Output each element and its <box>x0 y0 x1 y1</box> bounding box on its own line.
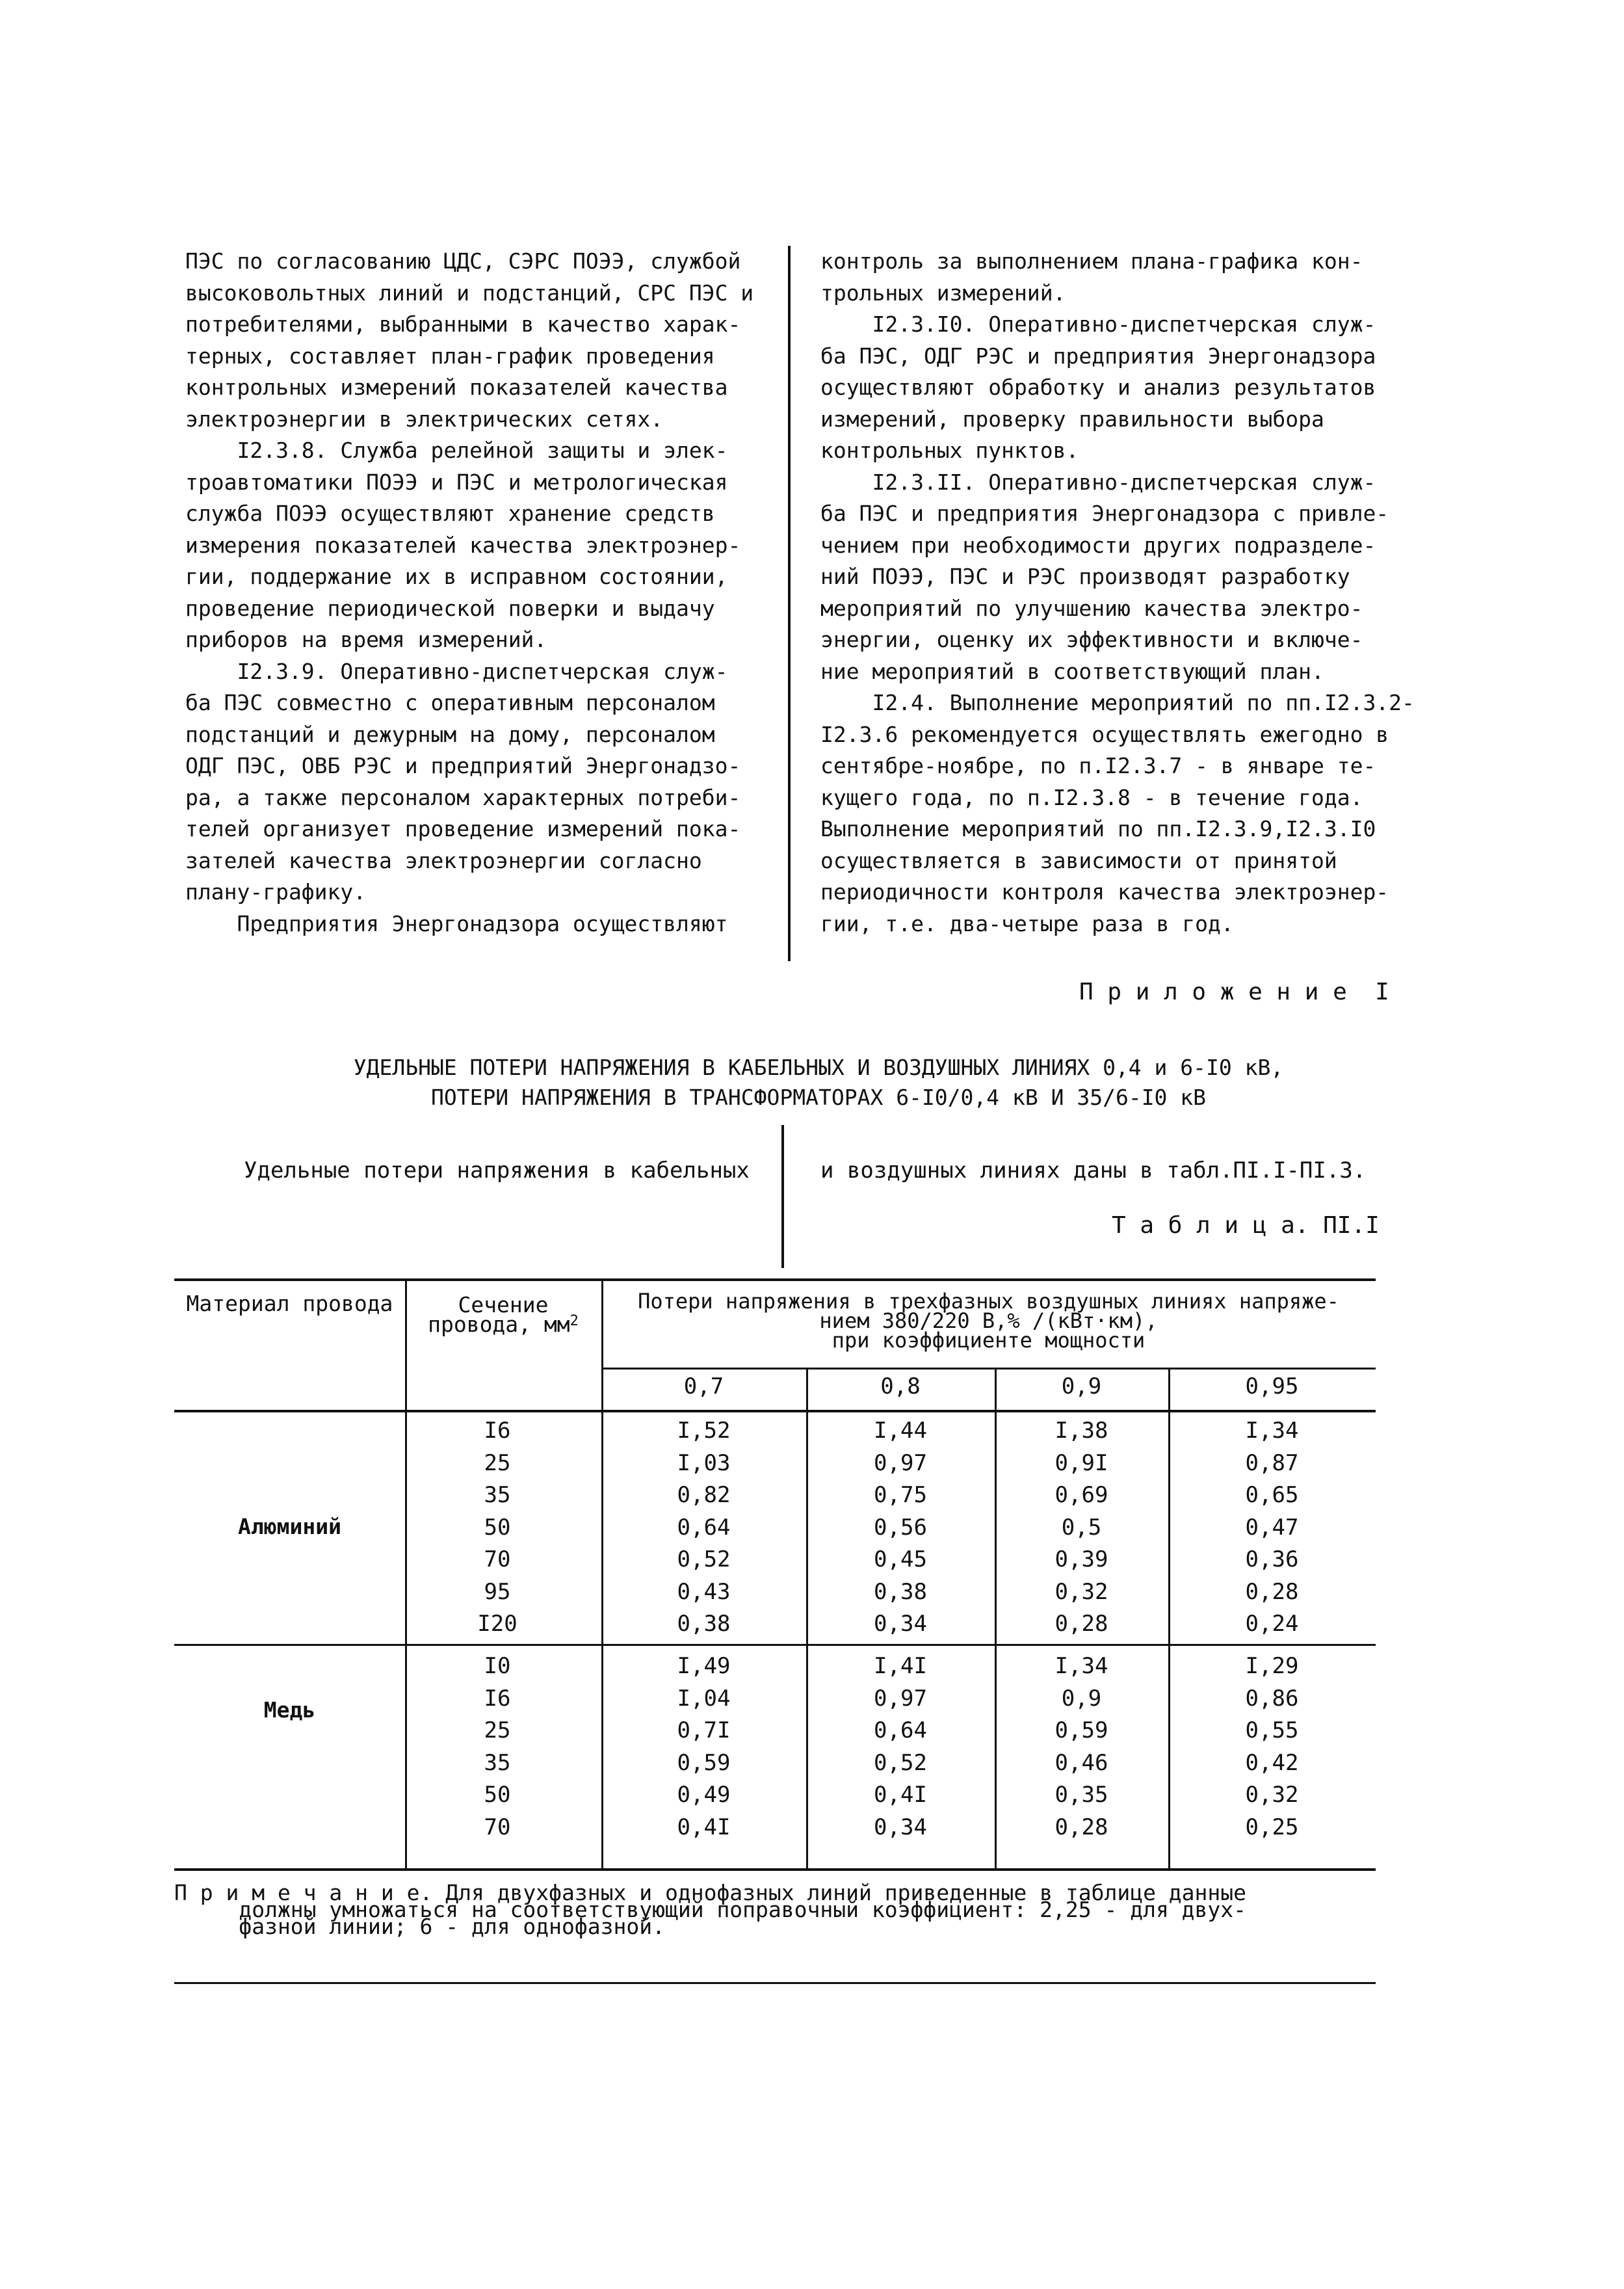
section-cell: 35 <box>484 1482 511 1508</box>
left-column-line: зателей качества электроэнергии согласно <box>185 847 702 873</box>
intro-text-right: и воздушных линиях даны в табл.ПI.I-ПI.3. <box>820 1158 1367 1184</box>
section-cell: 50 <box>484 1782 511 1808</box>
loss-value-cell: 0,97 <box>874 1685 927 1712</box>
loss-value-cell: 0,24 <box>1245 1611 1299 1637</box>
loss-value-cell: 0,69 <box>1054 1482 1108 1508</box>
section-cell: I6 <box>484 1685 511 1712</box>
loss-value-cell: 0,35 <box>1054 1782 1108 1808</box>
section-cell: 95 <box>484 1578 511 1605</box>
appendix-title-line-2: ПОТЕРИ НАПРЯЖЕНИЯ В ТРАНСФОРМАТОРАХ 6-I0/0,4 кВ И 35/6-I0 кВ <box>430 1085 1207 1110</box>
loss-value-cell: 0,64 <box>677 1514 731 1541</box>
table-subheader-border <box>601 1368 1376 1369</box>
section-cell: I6 <box>484 1418 511 1444</box>
section-cell: 70 <box>484 1814 511 1840</box>
table-note: П р и м е ч а н и е. Для двухфазных и однофазных линий приведенные в таблице данные должны умножаться на соответствующий поправочный коэффициент: 2,25 - для двух- фазной линии; 6 - для однофазной. <box>174 1880 1247 1939</box>
table-vline-material <box>405 1278 407 1871</box>
section-cell: I20 <box>477 1611 517 1637</box>
section-cell: 25 <box>484 1449 511 1476</box>
section-cell: I0 <box>484 1653 511 1679</box>
loss-value-cell: I,52 <box>677 1418 731 1444</box>
table-header-bottom-border <box>174 1410 1376 1412</box>
right-column-line: кущего года, по п.I2.3.8 - в течение года. <box>820 784 1363 810</box>
appendix-title-line-1: УДЕЛЬНЫЕ ПОТЕРИ НАПРЯЖЕНИЯ В КАБЕЛЬНЫХ И ВОЗДУШНЫХ ЛИНИЯХ 0,4 и 6-I0 кВ, <box>353 1055 1284 1080</box>
loss-value-cell: 0,7I <box>677 1717 731 1743</box>
right-column-text <box>820 246 1415 940</box>
loss-value-cell: I,04 <box>677 1685 731 1712</box>
loss-value-cell: 0,46 <box>1054 1749 1108 1776</box>
left-column-line: телей организует проведение измерений пока- <box>185 816 741 841</box>
loss-value-cell: 0,65 <box>1245 1482 1299 1508</box>
left-column-line: потребителями, выбранными в качество харак- <box>185 311 741 337</box>
right-column-line: измерений, проверку правильности выбора <box>820 406 1324 432</box>
loss-value-cell: 0,4I <box>874 1782 927 1808</box>
right-column-line: осуществляют обработку и анализ результатов <box>820 375 1376 400</box>
intro-divider <box>781 1125 784 1268</box>
right-column-line: сентябре-ноябре, по п.I2.3.7 - в январе те- <box>820 753 1376 778</box>
loss-value-cell: I,03 <box>677 1449 731 1476</box>
header-material: Материал провода <box>186 1291 393 1316</box>
right-column-line: Выполнение мероприятий по пп.I2.3.9,I2.3.I0 <box>820 816 1376 841</box>
left-column-line: приборов на время измерений. <box>185 627 547 652</box>
left-column-line: контрольных измерений показателей качества <box>185 375 728 400</box>
right-column-line: контрольных пунктов. <box>820 438 1079 463</box>
loss-value-cell: 0,59 <box>1054 1717 1108 1743</box>
loss-value-cell: 0,9I <box>1054 1449 1108 1476</box>
right-column-line: мероприятий по улучшению качества электро- <box>820 595 1363 621</box>
table-top-border <box>174 1278 1376 1281</box>
left-column-line: гии, поддержание их в исправном состоянии, <box>185 564 728 589</box>
loss-value-cell: 0,28 <box>1054 1611 1108 1637</box>
right-column-line: ба ПЭС, ОДГ РЭС и предприятия Энергонадзора <box>820 343 1376 369</box>
loss-value-cell: 0,52 <box>677 1546 731 1572</box>
right-column-line: энергии, оценку их эффективности и включе- <box>820 627 1363 652</box>
loss-value-cell: 0,34 <box>874 1611 927 1637</box>
loss-value-cell: I,49 <box>677 1653 731 1679</box>
right-column-line: гии, т.е. два-четыре раза в год. <box>820 910 1234 936</box>
right-column-line: чением при необходимости других подразделе- <box>820 532 1376 558</box>
loss-value-cell: 0,38 <box>677 1611 731 1637</box>
loss-value-cell: 0,75 <box>874 1482 927 1508</box>
left-column-line: терных, составляет план-график проведения <box>185 343 715 369</box>
loss-value-cell: 0,56 <box>874 1514 927 1541</box>
loss-value-cell: 0,32 <box>1245 1782 1299 1808</box>
loss-value-cell: 0,52 <box>874 1749 927 1776</box>
header-section <box>405 1292 601 1338</box>
loss-value-cell: 0,28 <box>1245 1578 1299 1605</box>
loss-value-cell: 0,38 <box>874 1578 927 1605</box>
left-column-line: ОДГ ПЭС, ОВБ РЭС и предприятий Энергонадзо- <box>185 753 741 778</box>
loss-value-cell: 0,47 <box>1245 1514 1299 1541</box>
loss-value-cell: I,44 <box>874 1418 927 1444</box>
loss-value-cell: I,34 <box>1245 1418 1299 1444</box>
loss-value-cell: I,4I <box>874 1653 927 1679</box>
left-column-line: ра, а также персоналом характерных потреби- <box>185 784 741 810</box>
right-column-line: ний ПОЭЭ, ПЭС и РЭС производят разработку <box>820 564 1350 589</box>
loss-value-cell: 0,32 <box>1054 1578 1108 1605</box>
loss-value-cell: 0,86 <box>1245 1685 1299 1712</box>
loss-value-cell: 0,5 <box>1061 1514 1102 1541</box>
loss-value-cell: 0,43 <box>677 1578 731 1605</box>
left-column-line: измерения показателей качества электроэнер- <box>185 532 741 558</box>
section-cell: 50 <box>484 1514 511 1541</box>
left-column-line: проведение периодической поверки и выдачу <box>185 595 715 621</box>
header-section-text: Сечение провода, мм <box>428 1292 570 1337</box>
loss-value-cell: 0,82 <box>677 1482 731 1508</box>
loss-value-cell: 0,45 <box>874 1546 927 1572</box>
left-column-line: ПЭС по согласованию ЦДС, СЭРС ПОЭЭ, службой <box>185 248 741 274</box>
right-column-line: периодичности контроля качества электроэнер- <box>820 879 1389 905</box>
loss-value-cell: 0,39 <box>1054 1546 1108 1572</box>
right-column-line: I2.3.II. Оперативно-диспетчерская служ- <box>820 469 1376 495</box>
table-label: Т а б л и ц а. ПI.I <box>1112 1212 1380 1239</box>
right-column-line: контроль за выполнением плана-графика кон- <box>820 248 1363 274</box>
loss-value-cell: 0,36 <box>1245 1546 1299 1572</box>
right-column-line: ние мероприятий в соответствующий план. <box>820 658 1324 684</box>
right-column-line: трольных измерений. <box>820 280 1066 306</box>
header-losses: Потери напряжения в трехфазных воздушных линиях напряже- нием 380/220 В,% /(кВт·км), при коэффициенте мощности <box>638 1289 1339 1353</box>
loss-value-cell: 0,28 <box>1054 1814 1108 1840</box>
table-group-divider <box>174 1644 1376 1646</box>
loss-value-cell: 0,97 <box>874 1449 927 1476</box>
left-column-line: высоковольтных линий и подстанций, СРС ПЭС и <box>185 280 754 306</box>
left-column-line: I2.3.9. Оперативно-диспетчерская служ- <box>185 658 728 684</box>
loss-value-cell: 0,49 <box>677 1782 731 1808</box>
power-factor-header: 0,95 <box>1245 1373 1299 1399</box>
loss-value-cell: 0,34 <box>874 1814 927 1840</box>
loss-value-cell: 0,9 <box>1061 1685 1102 1712</box>
loss-value-cell: I,38 <box>1054 1418 1108 1444</box>
right-column-line: ба ПЭС и предприятия Энергонадзора с привле- <box>820 501 1389 526</box>
section-cell: 70 <box>484 1546 511 1572</box>
left-column-line: плану-графику. <box>185 879 367 905</box>
left-column-line: ба ПЭС совместно с оперативным персоналом <box>185 690 715 715</box>
intro-text-left: Удельные потери напряжения в кабельных <box>244 1158 750 1184</box>
power-factor-header: 0,9 <box>1061 1373 1102 1399</box>
right-column-line: I2.3.6 рекомендуется осуществлять ежегодно в <box>820 721 1389 747</box>
section-cell: 25 <box>484 1717 511 1743</box>
right-column-line: I2.3.I0. Оперативно-диспетчерская служ- <box>820 311 1376 337</box>
loss-value-cell: 0,87 <box>1245 1449 1299 1476</box>
left-column-line: служба ПОЭЭ осуществляют хранение средств <box>185 501 715 526</box>
left-column-line: I2.3.8. Служба релейной защиты и элек- <box>185 438 728 463</box>
left-column-text <box>185 246 753 940</box>
loss-value-cell: I,34 <box>1054 1653 1108 1679</box>
left-column-line: троавтоматики ПОЭЭ и ПЭС и метрологическая <box>185 469 728 495</box>
note-bottom-rule <box>174 1982 1376 1984</box>
right-column-line: I2.4. Выполнение мероприятий по пп.I2.3.2- <box>820 690 1415 715</box>
material-cell: Медь <box>263 1697 316 1723</box>
right-column-line: осуществляется в зависимости от принятой <box>820 847 1337 873</box>
power-factor-header: 0,7 <box>683 1373 724 1399</box>
loss-value-cell: 0,64 <box>874 1717 927 1743</box>
left-column-line: Предприятия Энергонадзора осуществляют <box>185 910 728 936</box>
header-section-superscript: 2 <box>570 1313 579 1329</box>
loss-value-cell: 0,55 <box>1245 1717 1299 1743</box>
section-cell: 35 <box>484 1749 511 1776</box>
power-factor-header: 0,8 <box>880 1373 921 1399</box>
material-cell: Алюминий <box>238 1514 341 1539</box>
table-bottom-border <box>174 1868 1376 1871</box>
loss-value-cell: 0,25 <box>1245 1814 1299 1840</box>
loss-value-cell: 0,4I <box>677 1814 731 1840</box>
appendix-label: П р и л о ж е н и е I <box>1079 979 1389 1005</box>
left-column-line: электроэнергии в электрических сетях. <box>185 406 664 432</box>
column-divider <box>788 246 791 961</box>
left-column-line: подстанций и дежурным на дому, персоналом <box>185 721 715 747</box>
loss-value-cell: 0,42 <box>1245 1749 1299 1776</box>
loss-value-cell: I,29 <box>1245 1653 1299 1679</box>
loss-value-cell: 0,59 <box>677 1749 731 1776</box>
